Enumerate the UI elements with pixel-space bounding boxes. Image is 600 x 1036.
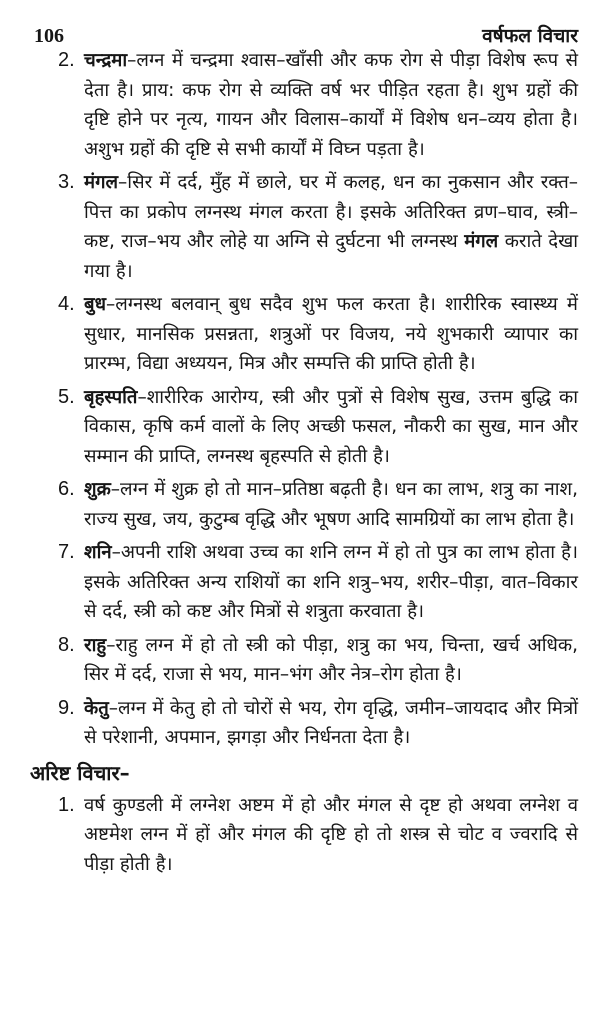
inline-bold: मंगल bbox=[464, 231, 499, 252]
item-label: बृहस्पति bbox=[84, 386, 138, 408]
item-text bbox=[84, 475, 578, 534]
section-heading-arishta: अरिष्ट विचार– bbox=[30, 760, 130, 785]
list-item-budh bbox=[0, 290, 600, 379]
running-title: वर्षफल विचार bbox=[482, 25, 578, 47]
item-body: –लग्नस्थ बलवान् बुध सदैव शुभ फल करता है। शारीरिक स्वास्थ्य में सुधार, मानसिक प्रसन्नता, शत्रुओं पर विजय, नये शुभकारी व्यापार का प्रारम्भ, विद्या अध्ययन, मित्र और सम्पत्ति की प्राप्ति होती है। bbox=[84, 294, 578, 374]
item-text bbox=[84, 383, 578, 472]
item-body: –अपनी राशि अथवा उच्च का शनि लग्न में हो तो पुत्र का लाभ होता है। इसके अतिरिक्त अन्य राशियों का शनि शत्रु–भय, शरीर–पीड़ा, वात–विकार से दर्द, स्त्री को कष्ट और मित्रों से शत्रुता करवाता है। bbox=[84, 542, 578, 622]
item-body: –राहु लग्न में हो तो स्त्री को पीड़ा, शत्रु का भय, चिन्ता, खर्च अधिक, सिर में दर्द, राजा से भय, मान–भंग और नेत्र–रोग होता है। bbox=[84, 634, 578, 685]
item-text bbox=[84, 290, 578, 379]
item-number: 2. bbox=[58, 49, 75, 71]
item-text bbox=[84, 46, 578, 164]
item-number: 9. bbox=[58, 696, 75, 719]
item-number: 1. bbox=[58, 793, 75, 816]
page-number: 106 bbox=[34, 25, 64, 47]
item-label: बुध bbox=[84, 294, 106, 315]
item-text bbox=[84, 538, 578, 627]
item-body: –लग्न में शुक्र हो तो मान–प्रतिष्ठा बढ़ती है। धन का लाभ, शत्रु का नाश, राज्य सुख, जय, कुटुम्ब वृद्धि और भूषण आदि सामग्रियों का लाभ होता है। bbox=[84, 479, 578, 530]
item-label: शनि bbox=[84, 542, 112, 563]
item-number: 6. bbox=[58, 478, 75, 500]
list-item-brihaspati bbox=[0, 383, 600, 472]
list-item-shani bbox=[0, 538, 600, 627]
list-item-arishta-1 bbox=[0, 791, 600, 880]
page-header bbox=[34, 22, 578, 46]
item-text bbox=[84, 694, 578, 753]
item-number: 8. bbox=[58, 633, 75, 656]
page-content bbox=[0, 46, 600, 883]
item-label: मंगल bbox=[84, 172, 119, 193]
item-body: –शारीरिक आरोग्य, स्त्री और पुत्रों से विशेष सुख, उत्तम बुद्धि का विकास, कृषि कर्म वालों के लिए अच्छी फसल, नौकरी का सुख, मान और सम्मान की प्राप्ति, लग्नस्थ बृहस्पति से होती है। bbox=[84, 386, 578, 467]
item-label: राहु bbox=[84, 634, 107, 656]
list-item-rahu bbox=[0, 631, 600, 690]
item-number: 3. bbox=[58, 171, 75, 193]
item-label: चन्द्रमा bbox=[84, 50, 128, 71]
item-text bbox=[84, 168, 578, 286]
item-body: –लग्न में चन्द्रमा श्वास–खाँसी और कफ रोग से पीड़ा विशेष रूप से देता है। प्राय: कफ रोग से व्यक्ति वर्ष भर पीड़ित रहता है। शुभ ग्रहों की दृष्टि होने पर नृत्य, गायन और विलास–कार्यों में विशेष धन–व्यय होता है। अशुभ ग्रहों की दृष्टि से सभी कार्यों में विघ्न पड़ता है। bbox=[84, 50, 578, 160]
item-body: –लग्न में केतु हो तो चोरों से भय, रोग वृद्धि, जमीन–जायदाद और मित्रों से परेशानी, अपमान, झगड़ा और निर्धनता देता है। bbox=[84, 697, 578, 748]
item-body: –सिर में दर्द, मुँह में छाले, घर में कलह, धन का नुकसान और रक्त–पित्त का प्रकोप लग्नस्थ मंगल करता है। इसके अतिरिक्त व्रण–घाव, स्त्री–कष्ट, राज–भय और लोहे या अग्नि से दुर्घटना भी लग्नस्थ bbox=[84, 172, 578, 252]
item-text: वर्ष कुण्डली में लग्नेश अष्टम में हो और मंगल से दृष्ट हो अथवा लग्नेश व अष्टमेश लग्न में हों और मंगल की दृष्टि हो तो शस्त्र से चोट व ज्वरादि से पीड़ा होती है। bbox=[84, 794, 578, 875]
item-label: केतु bbox=[84, 697, 109, 719]
list-item-mangal bbox=[0, 168, 600, 286]
item-number: 5. bbox=[58, 385, 75, 408]
item-label: शुक्र bbox=[84, 479, 111, 500]
item-text bbox=[84, 631, 578, 690]
list-item-chandrama bbox=[0, 46, 600, 164]
item-body-after: कराते देखा गया है। bbox=[84, 231, 579, 282]
list-item-shukra bbox=[0, 475, 600, 534]
list-item-ketu bbox=[0, 694, 600, 753]
item-number: 7. bbox=[58, 541, 75, 563]
item-number: 4. bbox=[58, 293, 75, 315]
